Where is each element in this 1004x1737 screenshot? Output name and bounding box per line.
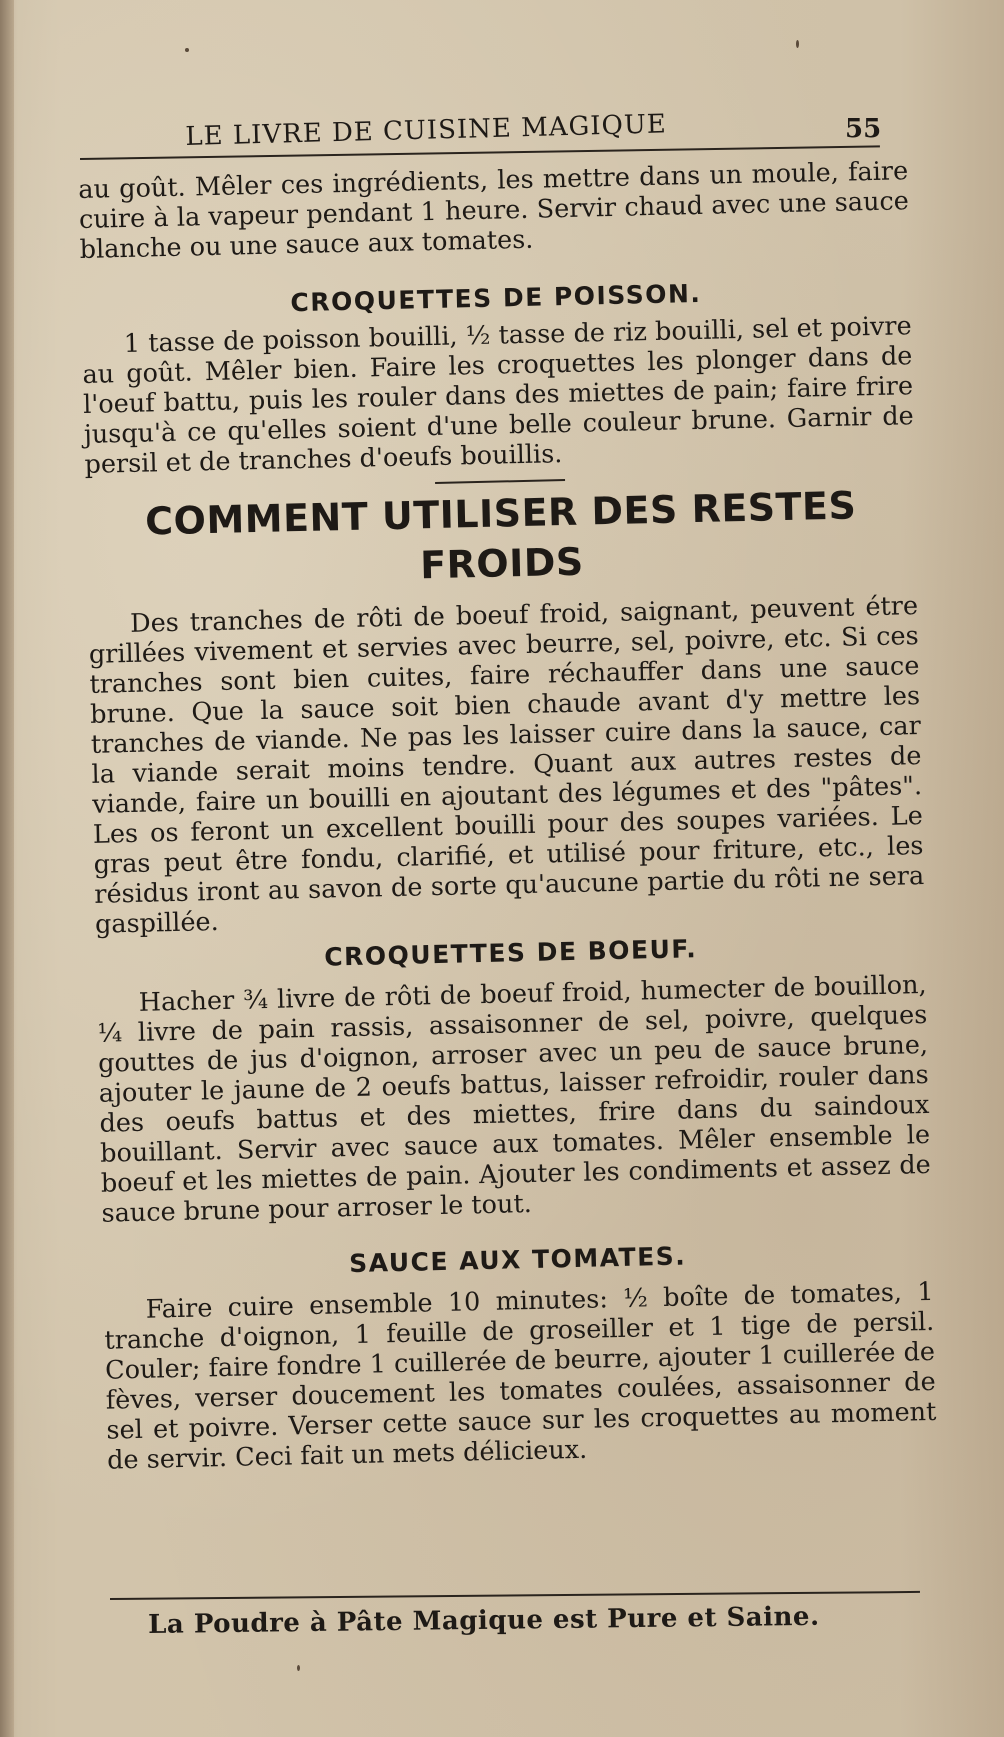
page-content	[78, 156, 937, 1475]
recipe-title-croquettes-boeuf: CROQUETTES DE BOEUF.	[323, 934, 698, 972]
recipe-text-sauce-tomates: Faire cuire ensemble 10 minutes: ½ boîte de tomates, 1 tranche d'oignon, 1 feuille de groseiller et 1 tige de persil. Couler; faire fondre 1 cuillerée de beurre, ajouter 1 cuillerée de fèves, verser doucement les tomates coulées, assaisonner de sel et poivre. Verser cette sauce sur les croquettes au moment de servir. Ceci fait un mets délicieux.	[104, 1276, 937, 1476]
recipe-title-sauce-tomates: SAUCE AUX TOMATES.	[348, 1241, 687, 1279]
intro-paragraph: au goût. Mêler ces ingrédients, les mettre dans un moule, faire cuire à la vapeur pendant 1 heure. Servir chaud avec une sauce blanche ou une sauce aux tomates.	[78, 156, 910, 265]
paper-speck	[185, 48, 189, 52]
recipe-text-croquettes-boeuf: Hacher ¾ livre de rôti de boeuf froid, humecter de bouillon, ¼ livre de pain rassis, assaisonner de sel, poivre, quelques gouttes de jus d'oignon, arroser avec un peu de sauce brune, ajouter le jaune de 2 oeufs battus, laisser refroidir, rouler dans des oeufs battus et des miettes, frire dans du saindoux bouillant. Servir avec sauce aux tomates. Mêler ensemble le boeuf et les miettes de pain. Ajouter les condiments et assez de sauce brune pour arroser le tout.	[97, 969, 932, 1229]
recipe-text-croquettes-poisson: 1 tasse de poisson bouilli, ½ tasse de riz bouilli, sel et poivre au goût. Mêler bien. Faire les croquettes les plonger dans de l'oeuf battu, puis les rouler dans des miettes de pain; faire frire jusqu'à ce qu'elles soient d'une belle couleur brune. Garnir de persil et de tranches d'oeufs bouillis.	[82, 311, 915, 480]
footer-slogan: La Poudre à Pâte Magique est Pure et Saine.	[148, 1601, 820, 1640]
recipe-title-croquettes-poisson: CROQUETTES DE POISSON.	[290, 278, 702, 318]
section-text-restes: Des tranches de rôti de boeuf froid, saignant, peuvent étre grillées vivement et servies avec beurre, sel, poivre, etc. Si ces tranches sont bien cuites, faire réchauffer dans une sauce brune. Que la sauce soit bien chaude avant d'y mettre les tranches de viande. Ne pas les laisser cuire dans la sauce, car la viande serait moins tendre. Quant aux autres restes de viande, faire un bouilli en ajoutant des légumes et des "pâtes". Les os feront un excellent bouilli pour des soupes variées. Le gras peut être fondu, clarifié, et utilisé pour friture, etc., les résidus iront au savon de sorte qu'aucune partie du rôti ne sera gaspillée.	[88, 591, 925, 940]
page-spine-shadow	[0, 0, 14, 1737]
page-number: 55	[845, 114, 882, 144]
paper-speck	[297, 1665, 300, 1671]
section-title-restes-line2: FROIDS	[419, 539, 585, 588]
running-title: LE LIVRE DE CUISINE MAGIQUE	[185, 109, 668, 152]
paper-speck	[796, 40, 799, 48]
footer-rule	[110, 1591, 920, 1600]
section-title-restes-line1: COMMENT UTILISER DES RESTES	[144, 483, 857, 544]
